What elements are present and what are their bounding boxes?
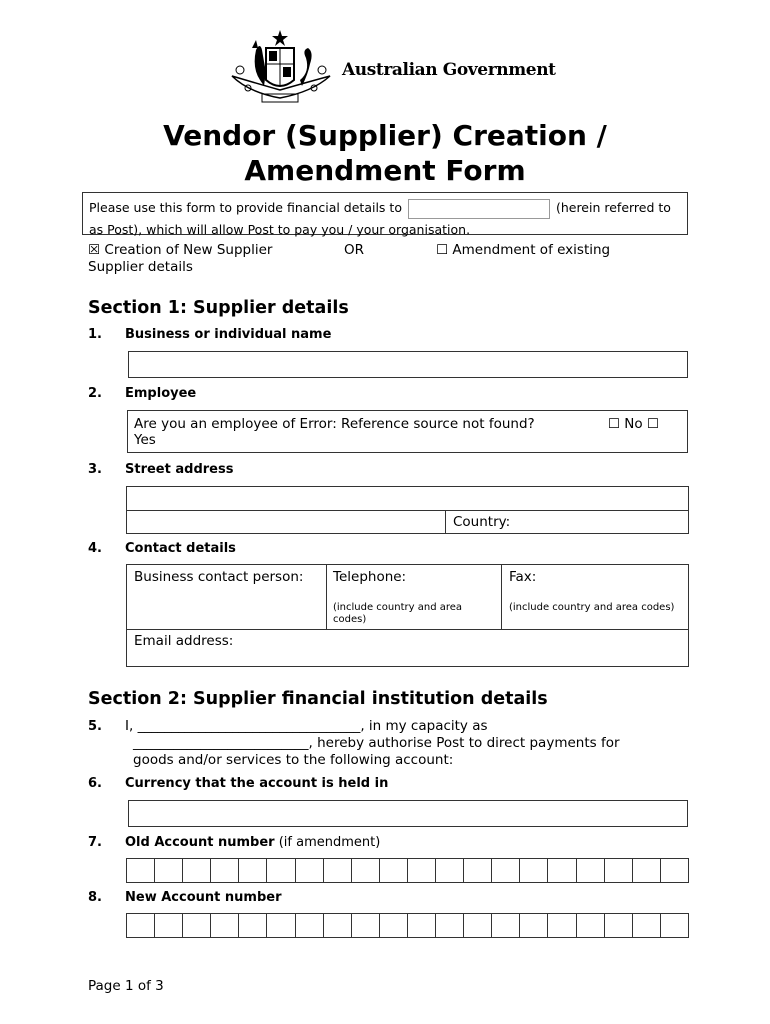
contact-divider-2 <box>501 565 502 629</box>
section-2-heading: Section 2: Supplier financial institution details <box>88 689 548 709</box>
country-label: Country: <box>453 514 511 530</box>
q4-number: 4. <box>88 541 102 556</box>
q5-number: 5. <box>88 719 102 734</box>
q3-number: 3. <box>88 462 102 477</box>
form-type-options <box>88 242 611 276</box>
q8-label: New Account number <box>125 890 282 905</box>
page-number: Page 1 of 3 <box>88 978 164 994</box>
option-amendment-checkbox[interactable]: ☐ Amendment of existing <box>436 242 611 258</box>
telephone-field[interactable]: Telephone: <box>333 569 407 585</box>
section-1-heading: Section 1: Supplier details <box>88 298 349 318</box>
q2-label: Employee <box>125 386 197 401</box>
new-account-number-input[interactable] <box>126 913 689 938</box>
q2-number: 2. <box>88 386 102 401</box>
telephone-note: (include country and area codes) <box>333 602 463 625</box>
post-name-input[interactable] <box>408 199 550 219</box>
employee-question-box <box>127 410 688 453</box>
q7-note: (if amendment) <box>274 835 381 850</box>
authorisation-paragraph <box>125 718 673 769</box>
address-divider <box>445 511 446 533</box>
business-name-input[interactable] <box>128 351 688 378</box>
or-label: OR <box>344 242 365 258</box>
option-creation-checkbox[interactable]: ☒ Creation of New Supplier <box>88 242 273 258</box>
authorisation-line-2[interactable]: __________________________, hereby authorise Post to direct payments for <box>133 735 620 751</box>
authorisation-line-1[interactable]: I, _________________________________, in my capacity as <box>125 718 488 734</box>
contact-row-divider <box>127 629 688 630</box>
email-field[interactable]: Email address: <box>134 633 234 649</box>
q6-label: Currency that the account is held in <box>125 776 389 791</box>
q1-label: Business or individual name <box>125 327 332 342</box>
authorisation-line-3: goods and/or services to the following account: <box>133 752 454 768</box>
q3-label: Street address <box>125 462 234 477</box>
street-address-table <box>126 486 689 534</box>
q7-label <box>125 835 380 850</box>
title-line-2: Amendment Form <box>244 154 526 187</box>
q7-number: 7. <box>88 835 102 850</box>
australian-government-wordmark: Australian Government <box>342 60 556 80</box>
contact-details-table <box>126 564 689 667</box>
contact-person-field[interactable]: Business contact person: <box>134 569 304 585</box>
fax-field[interactable]: Fax: <box>509 569 537 585</box>
q1-number: 1. <box>88 327 102 342</box>
coat-of-arms-icon <box>222 28 342 108</box>
street-address-input[interactable] <box>127 487 688 511</box>
q7-label-text: Old Account number <box>125 835 275 850</box>
old-account-number-input[interactable] <box>126 858 689 883</box>
employee-no-checkbox[interactable]: ☐ No ☐ <box>607 416 659 432</box>
employee-question: Are you an employee of Error: Reference source not found? <box>134 416 535 432</box>
currency-input[interactable] <box>128 800 688 827</box>
q8-number: 8. <box>88 890 102 905</box>
employee-yes-checkbox[interactable]: Yes <box>134 432 156 448</box>
intro-text-line2: as Post), which will allow Post to pay you / your organisation. <box>89 222 471 237</box>
intro-box <box>82 192 688 235</box>
page-title <box>0 118 770 188</box>
title-line-1: Vendor (Supplier) Creation / <box>163 119 607 152</box>
intro-text-before: Please use this form to provide financial details to <box>89 200 402 215</box>
q4-label: Contact details <box>125 541 236 556</box>
contact-divider-1 <box>326 565 327 629</box>
intro-text-after: (herein referred to <box>555 200 671 215</box>
q6-number: 6. <box>88 776 102 791</box>
option-amendment-continued: Supplier details <box>88 259 193 275</box>
fax-note: (include country and area codes) <box>509 602 675 613</box>
